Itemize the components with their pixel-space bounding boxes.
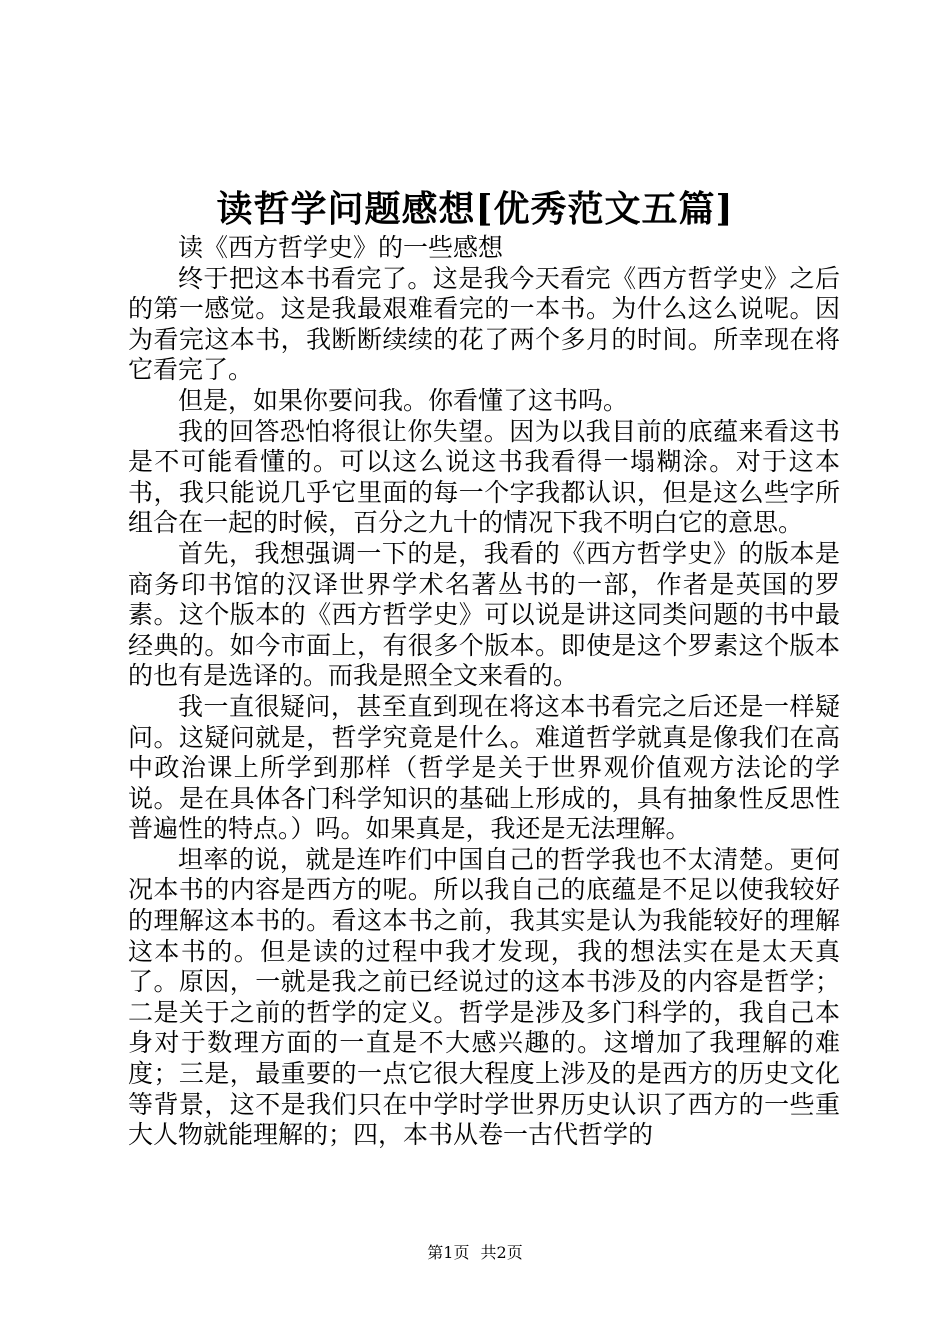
paragraph: 首先，我想强调一下的是，我看的《西方哲学史》的版本是商务印书馆的汉译世界学术名著丛书的一部，作者是英国的罗素。这个版本的《西方哲学史》可以说是讲这同类问题的书中最经典的。如今市面上，有很多个版本。即使是这个罗素这个版本的也有是选译的。而我是照全文来看的。 bbox=[128, 538, 840, 691]
paragraph: 我的回答恐怕将很让你失望。因为以我目前的底蕴来看这书是不可能看懂的。可以这么说这书我看得一塌糊涂。对于这本书，我只能说几乎它里面的每一个字我都认识，但是这么些字所组合在一起的时候，百分之九十的情况下我不明白它的意思。 bbox=[128, 416, 840, 538]
page-total: 共2页 bbox=[480, 1243, 523, 1262]
page-number: 第1页 bbox=[427, 1243, 470, 1262]
document-body bbox=[128, 233, 840, 1151]
paragraph: 坦率的说，就是连咋们中国自己的哲学我也不太清楚。更何况本书的内容是西方的呢。所以我自己的底蕴是不足以使我较好的理解这本书的。看这本书之前，我其实是认为我能较好的理解这本书的。但是读的过程中我才发现，我的想法实在是太天真了。原因，一就是我之前已经说过的这本书涉及的内容是哲学；二是关于之前的哲学的定义。哲学是涉及多门科学的，我自己本身对于数理方面的一直是不大感兴趣的。这增加了我理解的难度；三是，最重要的一点它很大程度上涉及的是西方的历史文化等背景，这不是我们只在中学时学世界历史认识了西方的一些重大人物就能理解的；四，本书从卷一古代哲学的 bbox=[128, 844, 840, 1150]
paragraph: 但是，如果你要问我。你看懂了这书吗。 bbox=[178, 385, 629, 415]
paragraph: 我一直很疑问，甚至直到现在将这本书看完之后还是一样疑问。这疑问就是，哲学究竟是什么。难道哲学就真是像我们在高中政治课上所学到那样（哲学是关于世界观价值观方法论的学说。是在具体各门科学知识的基础上形成的，具有抽象性反思性普遍性的特点。）吗。如果真是，我还是无法理解。 bbox=[128, 691, 840, 844]
page-footer bbox=[0, 1243, 950, 1263]
document-title: 读哲学问题感想[优秀范文五篇] bbox=[216, 188, 734, 230]
paragraph: 终于把这本书看完了。这是我今天看完《西方哲学史》之后的第一感觉。这是我最艰难看完的一本书。为什么这么说呢。因为看完这本书，我断断续续的花了两个多月的时间。所幸现在将它看完了。 bbox=[128, 263, 840, 385]
subheading: 读《西方哲学史》的一些感想 bbox=[178, 233, 504, 262]
